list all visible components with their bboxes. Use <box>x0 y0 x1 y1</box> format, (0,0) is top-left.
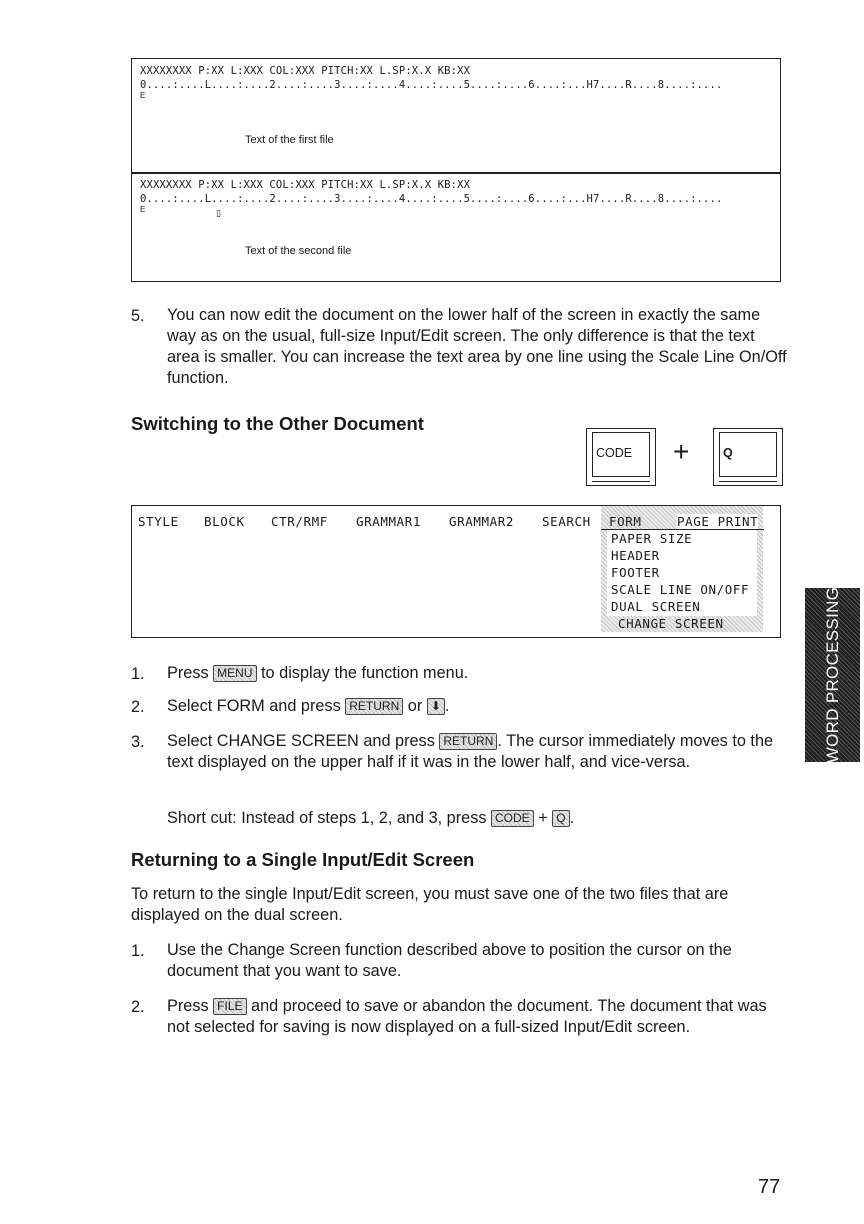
step-2-text: Select FORM and press RETURN or ⬇ . <box>167 697 450 715</box>
menu-item-search: SEARCH <box>542 514 591 529</box>
step-number: 2. <box>131 698 145 716</box>
step-number: 5. <box>131 307 145 325</box>
step-3-text: Select CHANGE SCREEN and press RETURN . The cursor immediately moves to the text displayed on the upper half if it was in the lower half, and vice-versa. <box>167 732 774 771</box>
menu-item-page-print: PAGE PRINT <box>677 514 759 529</box>
end-of-file-mark: E <box>140 91 146 100</box>
step-number: 2. <box>131 998 145 1016</box>
dropdown-item: FOOTER <box>611 565 660 580</box>
dropdown-item: PAPER SIZE <box>611 531 693 546</box>
down-arrow-key-icon: ⬇ <box>427 698 445 715</box>
lower-screen-diagram <box>131 172 781 282</box>
menu-key-icon: MENU <box>213 665 256 682</box>
function-menu-diagram <box>131 505 781 638</box>
upper-screen-diagram <box>131 58 781 174</box>
dropdown-item: DUAL SCREEN <box>611 599 701 614</box>
section-heading: Switching to the Other Document <box>131 413 424 434</box>
ruler-line: 0....:....L....:....2....:....3....:....4....:....5....:....6....:...H7....R....8....:.... <box>140 79 723 91</box>
returning-intro: To return to the single Input/Edit screen, you must save one of the two files that are displayed on the dual screen. <box>131 885 729 924</box>
file-key-icon: FILE <box>213 998 246 1015</box>
status-line: XXXXXXXX P:XX L:XXX COL:XXX PITCH:XX L.SP:X.X KB:XX <box>140 65 471 77</box>
divider <box>601 529 764 530</box>
page-number: 77 <box>758 1176 781 1198</box>
return-step-1-text: Use the Change Screen function described above to position the cursor on the document that you want to save. <box>167 941 732 980</box>
first-file-text: Text of the first file <box>245 134 334 146</box>
q-key-icon: Q <box>552 810 569 827</box>
menu-item-block: BLOCK <box>204 514 245 529</box>
step-number: 1. <box>131 665 145 683</box>
step-1-text: Press MENU to display the function menu. <box>167 664 469 682</box>
step-number: 1. <box>131 942 145 960</box>
dropdown-item-change-screen: CHANGE SCREEN <box>618 616 724 631</box>
return-step-2-text: Press FILE and proceed to save or abandon the document. The document that was not selected for saving is now displayed on a full-sized Input/Edit screen. <box>167 997 767 1036</box>
return-key-icon: RETURN <box>345 698 403 715</box>
second-file-text: Text of the second file <box>245 245 352 257</box>
code-key-icon: CODE <box>586 428 656 486</box>
return-key-icon: RETURN <box>439 733 497 750</box>
q-key-icon: Q <box>713 428 783 486</box>
side-tab-label: WORD PROCESSING <box>822 586 842 764</box>
menu-item-ctr-rmf: CTR/RMF <box>271 514 328 529</box>
status-line: XXXXXXXX P:XX L:XXX COL:XXX PITCH:XX L.SP:X.X KB:XX <box>140 179 471 191</box>
menu-item-form: FORM <box>609 514 642 529</box>
section-heading: Returning to a Single Input/Edit Screen <box>131 849 475 870</box>
menu-item-grammar1: GRAMMAR1 <box>356 514 422 529</box>
plus-sign: + <box>673 436 690 467</box>
chapter-side-tab <box>805 588 860 762</box>
step-number: 3. <box>131 733 145 751</box>
dropdown-item: HEADER <box>611 548 660 563</box>
cursor-icon: ▯ <box>216 208 221 218</box>
shortcut-text: Short cut: Instead of steps 1, 2, and 3, press CODE + Q . <box>167 809 575 827</box>
code-key-icon: CODE <box>491 810 534 827</box>
menu-item-style: STYLE <box>138 514 179 529</box>
end-of-file-mark: E <box>140 205 146 214</box>
ruler-line: 0....:....L....:....2....:....3....:....4....:....5....:....6....:...H7....R....8....:.... <box>140 193 723 205</box>
dropdown-item: SCALE LINE ON/OFF <box>611 582 750 597</box>
menu-item-grammar2: GRAMMAR2 <box>449 514 515 529</box>
step-5-text: You can now edit the document on the lower half of the screen in exactly the same way as on the usual, full-size Input/Edit screen. The only difference is that the text area is smaller. You can increase the text area by one line using the Scale Line On/Off function. <box>167 306 787 387</box>
